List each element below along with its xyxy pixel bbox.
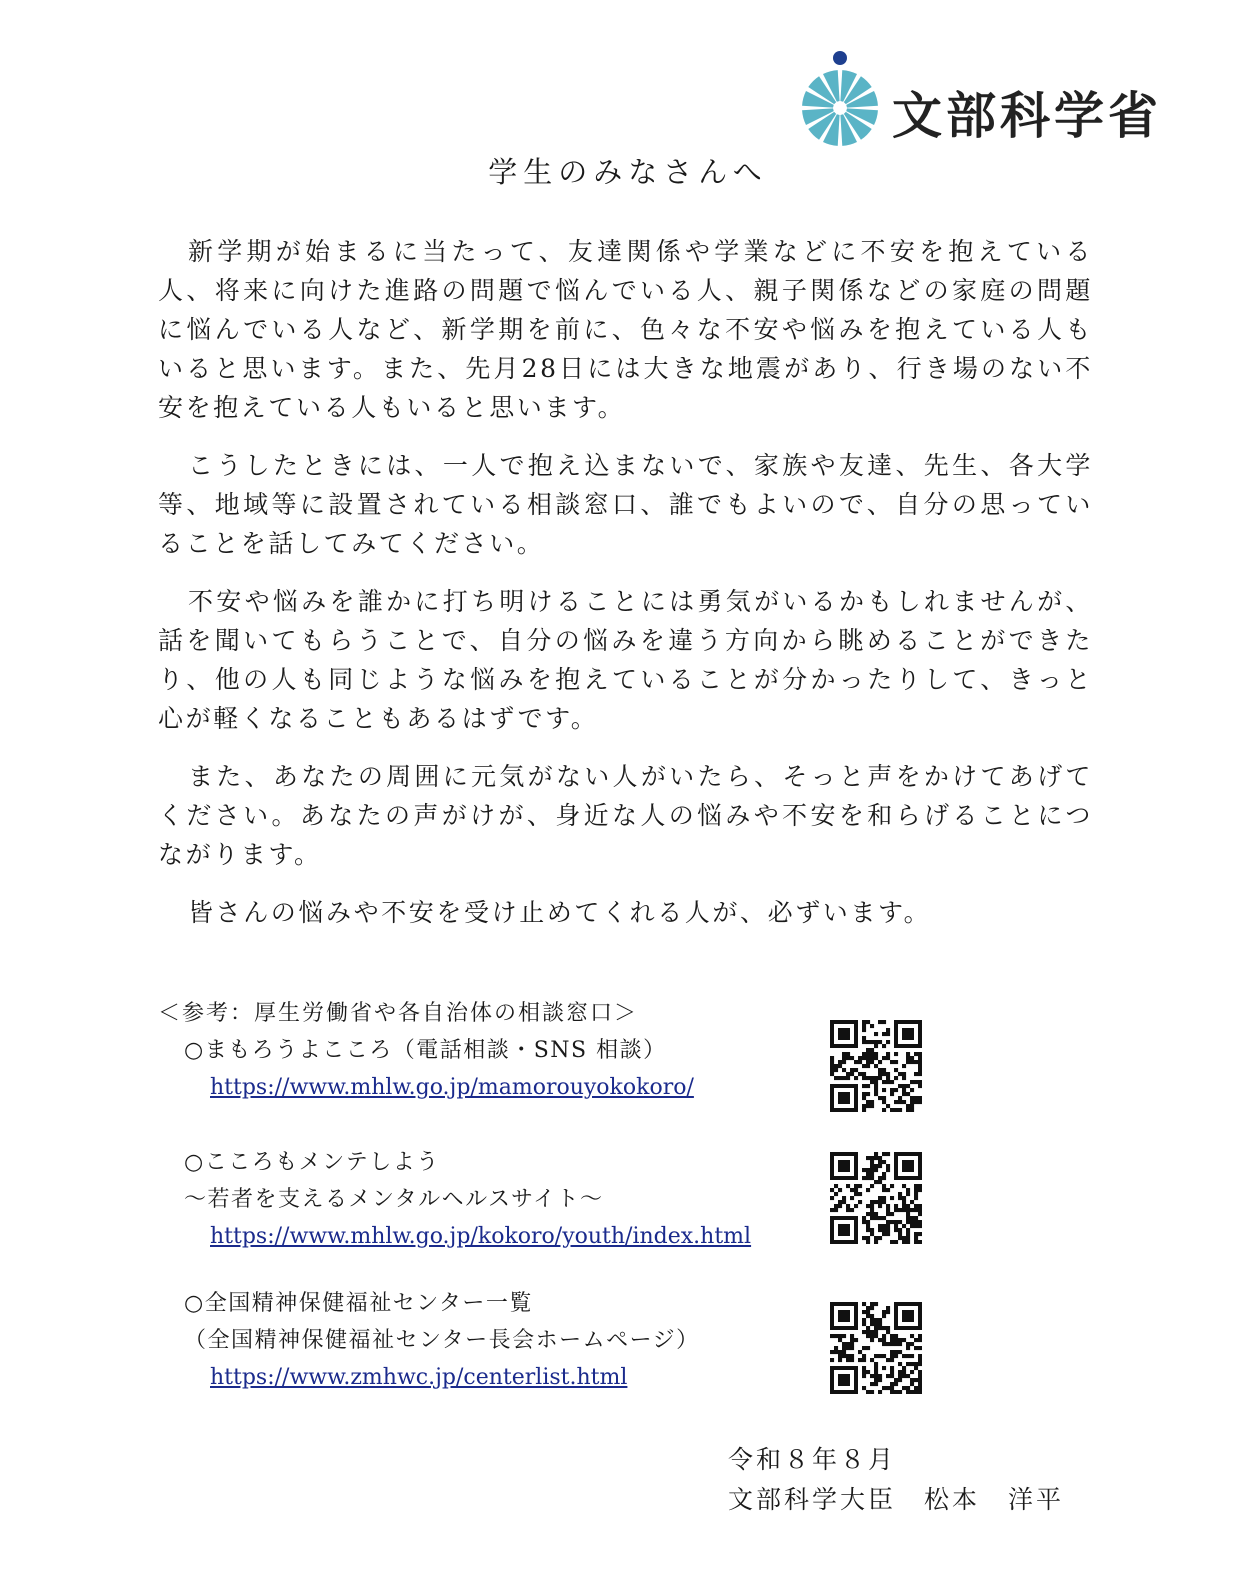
paragraph-3: 不安や悩みを誰かに打ち明けることには勇気がいるかもしれませんが、話を聞いてもらうことで、自分の悩みを違う方向から眺めることができたり、他の人も同じような悩みを抱えていることが分かったりして、きっと心が軽くなることもあるはずです。 <box>158 587 1093 733</box>
paragraph-4: また、あなたの周囲に元気がない人がいたら、そっと声をかけてあげてください。あなたの声がけが、身近な人の悩みや不安を和らげることにつながります。 <box>158 762 1093 869</box>
paragraph-1: 新学期が始まるに当たって、友達関係や学業などに不安を抱えている人、将来に向けた進路の問題で悩んでいる人、親子関係などの家庭の問題に悩んでいる人など、新学期を前に、色々な不安や悩みを抱えている人もいると思います。また、先月28日には大きな地震があり、行き場のない不安を抱えている人もいると思います。 <box>158 237 1093 422</box>
signature-block <box>728 1440 1064 1520</box>
letter-body <box>158 232 1093 951</box>
signature-date: 令和８年８月 <box>728 1445 897 1474</box>
page-title: 学生のみなさんへ <box>488 155 768 189</box>
link-zmhwc-centerlist[interactable]: https://www.zmhwc.jp/centerlist.html <box>210 1365 628 1390</box>
reference-item-kokoro-youth <box>184 1144 858 1255</box>
reference-item-zmhwc <box>184 1285 858 1396</box>
mext-logo <box>800 48 1162 148</box>
link-mamorouyokokoro[interactable]: https://www.mhlw.go.jp/mamorouyokokoro/ <box>210 1075 694 1100</box>
mext-emblem-icon <box>800 48 884 148</box>
reference-item-title: ○こころもメンテしよう <box>184 1150 440 1175</box>
reference-item-title: ○まもろうよこころ（電話相談・SNS 相談） <box>184 1038 667 1063</box>
paragraph-2: こうしたときには、一人で抱え込まないで、家族や友達、先生、各大学等、地域等に設置されている相談窓口、誰でもよいので、自分の思っていることを話してみてください。 <box>158 451 1093 558</box>
signature-name: 文部科学大臣 松本 洋平 <box>728 1485 1065 1514</box>
qr-code-icon[interactable] <box>830 1152 922 1244</box>
reference-header: ＜参考：厚生労働省や各自治体の相談窓口＞ <box>158 1001 639 1026</box>
reference-item-subtitle: （全国精神保健福祉センター長会ホームページ） <box>184 1328 700 1353</box>
reference-item-mamorouyokokoro <box>184 1032 858 1106</box>
reference-section <box>158 996 858 1434</box>
reference-item-title: ○全国精神保健福祉センター一覧 <box>184 1291 533 1316</box>
logo-text: 文部科学省 <box>892 87 1162 145</box>
link-kokoro-youth[interactable]: https://www.mhlw.go.jp/kokoro/youth/index.html <box>210 1224 752 1249</box>
qr-code-icon[interactable] <box>830 1302 922 1394</box>
paragraph-5: 皆さんの悩みや不安を受け止めてくれる人が、必ずいます。 <box>188 898 932 927</box>
reference-item-subtitle: ～若者を支えるメンタルヘルスサイト～ <box>184 1187 604 1212</box>
qr-code-icon[interactable] <box>830 1020 922 1112</box>
